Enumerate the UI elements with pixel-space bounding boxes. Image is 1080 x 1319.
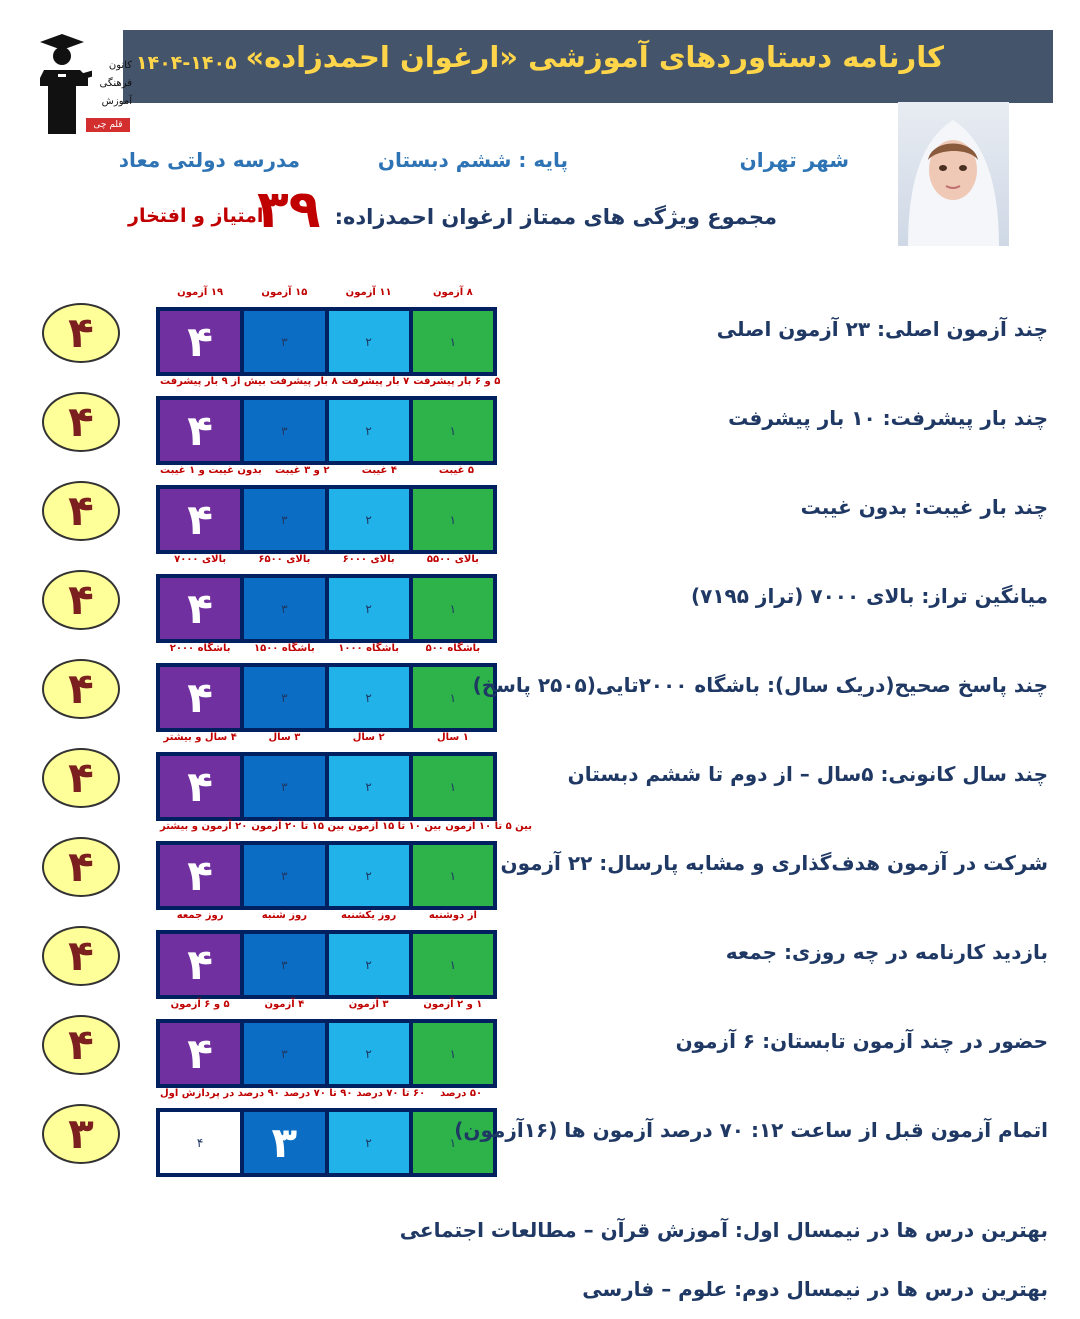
level-label: روز یکشنبه: [341, 910, 397, 921]
school: مدرسه دولتی معاد: [118, 148, 300, 172]
level-label: ۹۰ درصد در پردازش اول: [160, 1088, 280, 1099]
level-label: ۵ و ۶ بار پیشرفت: [413, 376, 501, 387]
level-box-1: ۱: [413, 311, 493, 372]
criterion-score-badge: ۴: [42, 303, 120, 363]
level-labels: [156, 732, 497, 750]
student-photo: [898, 102, 1009, 246]
level-box-4: ۴: [160, 489, 240, 550]
city: شهر تهران: [739, 148, 849, 172]
level-box-2: ۲: [329, 578, 409, 639]
criterion-row: [0, 465, 1080, 553]
best-subjects-first-semester: بهترین درس ها در نیمسال اول: آموزش قرآن – مطالعات اجتماعی: [399, 1218, 1048, 1242]
level-box-3: ۳: [244, 845, 324, 906]
criterion-score-badge: ۴: [42, 837, 120, 897]
level-boxes: [156, 307, 497, 376]
level-labels: [156, 821, 533, 839]
level-box-3: ۳: [244, 1112, 324, 1173]
level-label: بین ۱۰ تا ۱۵ آزمون: [348, 821, 442, 832]
criterion-score-badge: ۴: [42, 659, 120, 719]
level-label: ۳ سال: [268, 732, 301, 743]
level-label: بالای ۶۵۰۰: [258, 554, 311, 565]
level-box-4: ۴: [160, 1112, 240, 1173]
level-boxes: [156, 574, 497, 643]
level-labels: [156, 554, 497, 572]
level-box-1: ۱: [413, 1112, 493, 1173]
level-label: ۷ بار پیشرفت: [341, 376, 410, 387]
level-box-1: ۱: [413, 667, 493, 728]
level-label: ۵۰ درصد: [440, 1088, 483, 1099]
level-label: باشگاه ۱۵۰۰: [254, 643, 315, 654]
graduate-figure-icon: [36, 30, 92, 134]
logo-badge: قلم چی: [86, 118, 130, 132]
level-box-4: ۴: [160, 845, 240, 906]
level-box-1: ۱: [413, 1023, 493, 1084]
criterion-text: چند سال کانونی: ۵سال – از دوم تا ششم دبستان: [567, 762, 1048, 786]
level-label: ۶۰ تا ۷۰ درصد: [356, 1088, 426, 1099]
criterion-text: چند پاسخ صحیح(دریک سال): باشگاه ۲۰۰۰تایی(۲۵۰۵ پاسخ): [472, 673, 1048, 697]
level-label: از دوشنبه: [428, 910, 477, 921]
level-label: روز شنبه: [261, 910, 308, 921]
criterion-score-badge: ۴: [42, 481, 120, 541]
level-label: باشگاه ۲۰۰۰: [169, 643, 231, 654]
level-label: بدون غیبت و ۱ غیبت: [160, 465, 262, 476]
level-label: ۱۱ آزمون: [345, 287, 392, 298]
level-label: ۴ غیبت: [361, 465, 397, 476]
total-score: ۳۹: [257, 180, 321, 240]
level-box-2: ۲: [329, 1023, 409, 1084]
criterion-text: چند بار پیشرفت: ۱۰ بار پیشرفت: [728, 406, 1048, 430]
criterion-text: میانگین تراز: بالای ۷۰۰۰ (تراز ۷۱۹۵): [691, 584, 1048, 608]
level-box-2: ۲: [329, 845, 409, 906]
criterion-row: [0, 1088, 1080, 1176]
level-label: ۵ غیبت: [438, 465, 475, 476]
grade: پایه : ششم دبستان: [377, 148, 568, 172]
criterion-row: [0, 732, 1080, 820]
criterion-row: [0, 287, 1080, 375]
level-box-1: ۱: [413, 489, 493, 550]
level-boxes: [156, 841, 497, 910]
level-boxes: [156, 752, 497, 821]
level-label: ۱۵ آزمون: [261, 287, 308, 298]
best-subjects-second-semester: بهترین درس ها در نیمسال دوم: علوم – فارسی: [582, 1277, 1048, 1301]
level-label: ۵ و ۶ آزمون: [170, 999, 230, 1010]
criterion-score-badge: ۴: [42, 570, 120, 630]
level-box-2: ۲: [329, 311, 409, 372]
level-box-4: ۴: [160, 667, 240, 728]
level-label: ۱۹ آزمون: [177, 287, 224, 298]
level-box-1: ۱: [413, 934, 493, 995]
criterion-row: [0, 554, 1080, 642]
criterion-row: [0, 376, 1080, 464]
level-label: بالای ۵۵۰۰: [426, 554, 479, 565]
criterion-score-badge: ۴: [42, 926, 120, 986]
level-box-4: ۴: [160, 400, 240, 461]
criterion-row: [0, 910, 1080, 998]
level-label: ۱ سال: [436, 732, 469, 743]
level-box-4: ۴: [160, 934, 240, 995]
level-box-3: ۳: [244, 667, 324, 728]
page-title: کارنامه دستاوردهای آموزشی «ارغوان احمدزاده»: [245, 40, 944, 74]
kanoon-logo: [36, 30, 132, 134]
criterion-score-badge: ۳: [42, 1104, 120, 1164]
criterion-row: [0, 643, 1080, 731]
criterion-score-badge: ۴: [42, 748, 120, 808]
level-labels: [156, 1088, 497, 1106]
level-box-1: ۱: [413, 400, 493, 461]
level-box-1: ۱: [413, 845, 493, 906]
level-box-2: ۲: [329, 667, 409, 728]
level-label: ۱ و ۲ آزمون: [423, 999, 483, 1010]
level-boxes: [156, 1108, 497, 1177]
criterion-text: چند آزمون اصلی: ۲۳ آزمون اصلی: [716, 317, 1048, 341]
level-label: بین ۵ تا ۱۰ آزمون: [445, 821, 533, 832]
level-box-4: ۴: [160, 756, 240, 817]
level-box-3: ۳: [244, 311, 324, 372]
level-labels: [156, 999, 497, 1017]
level-box-4: ۴: [160, 578, 240, 639]
level-box-4: ۴: [160, 1023, 240, 1084]
summary-label: مجموع ویژگی های ممتاز ارغوان احمدزاده:: [334, 205, 777, 229]
level-box-2: ۲: [329, 934, 409, 995]
level-box-2: ۲: [329, 756, 409, 817]
level-label: بیش از ۹ بار پیشرفت: [160, 376, 266, 387]
level-labels: [156, 643, 497, 661]
logo-line-1: کانون: [108, 60, 132, 71]
level-label: بالای ۷۰۰۰: [174, 554, 227, 565]
level-boxes: [156, 396, 497, 465]
level-box-4: ۴: [160, 311, 240, 372]
level-label: بالای ۶۰۰۰: [342, 554, 395, 565]
level-box-1: ۱: [413, 756, 493, 817]
academic-years: ۱۴۰۴-۱۴۰۵: [136, 52, 237, 74]
level-box-3: ۳: [244, 400, 324, 461]
level-label: ۲ و ۳ غیبت: [275, 465, 330, 476]
logo-line-2: فرهنگی: [99, 78, 132, 89]
level-box-2: ۲: [329, 1112, 409, 1173]
criterion-text: شرکت در آزمون هدف‌گذاری و مشابه پارسال: ۲۲ آزمون: [500, 851, 1048, 875]
level-label: باشگاه ۱۰۰۰: [338, 643, 399, 654]
level-labels: [156, 287, 497, 305]
level-label: روز جمعه: [176, 910, 224, 921]
level-box-3: ۳: [244, 1023, 324, 1084]
criterion-row: [0, 821, 1080, 909]
level-label: ۴ آزمون: [264, 999, 305, 1010]
level-label: باشگاه ۵۰۰: [425, 643, 481, 654]
level-labels: [156, 465, 497, 483]
level-box-3: ۳: [244, 489, 324, 550]
level-label: ۴ سال و بیشتر: [163, 732, 237, 743]
criterion-text: بازدید کارنامه در چه روزی: جمعه: [725, 940, 1048, 964]
level-box-3: ۳: [244, 578, 324, 639]
logo-line-3: آموزش: [101, 96, 132, 107]
criterion-row: [0, 999, 1080, 1087]
level-label: ۲۰ آزمون و بیشتر: [160, 821, 248, 832]
level-labels: [156, 910, 497, 928]
level-label: ۹۰ تا ۷۰ درصد: [283, 1088, 353, 1099]
criterion-text: چند بار غیبت: بدون غیبت: [800, 495, 1048, 519]
level-box-2: ۲: [329, 489, 409, 550]
level-labels: [156, 376, 501, 394]
level-boxes: [156, 663, 497, 732]
level-box-3: ۳: [244, 934, 324, 995]
level-label: ۲ سال: [352, 732, 385, 743]
level-label: بین ۱۵ تا ۲۰ آزمون: [251, 821, 345, 832]
level-box-1: ۱: [413, 578, 493, 639]
level-boxes: [156, 485, 497, 554]
criterion-text: اتمام آزمون قبل از ساعت ۱۲: ۷۰ درصد آزمون ها (۱۶آزمون): [454, 1118, 1048, 1142]
level-box-3: ۳: [244, 756, 324, 817]
criterion-text: حضور در چند آزمون تابستان: ۶ آزمون: [675, 1029, 1048, 1053]
level-boxes: [156, 1019, 497, 1088]
level-box-2: ۲: [329, 400, 409, 461]
criterion-score-badge: ۴: [42, 392, 120, 452]
level-boxes: [156, 930, 497, 999]
criterion-score-badge: ۴: [42, 1015, 120, 1075]
level-label: ۳ آزمون: [348, 999, 389, 1010]
score-label: امتیاز و افتخار: [128, 205, 264, 227]
level-label: ۸ آزمون: [432, 287, 473, 298]
level-label: ۸ بار پیشرفت: [269, 376, 338, 387]
